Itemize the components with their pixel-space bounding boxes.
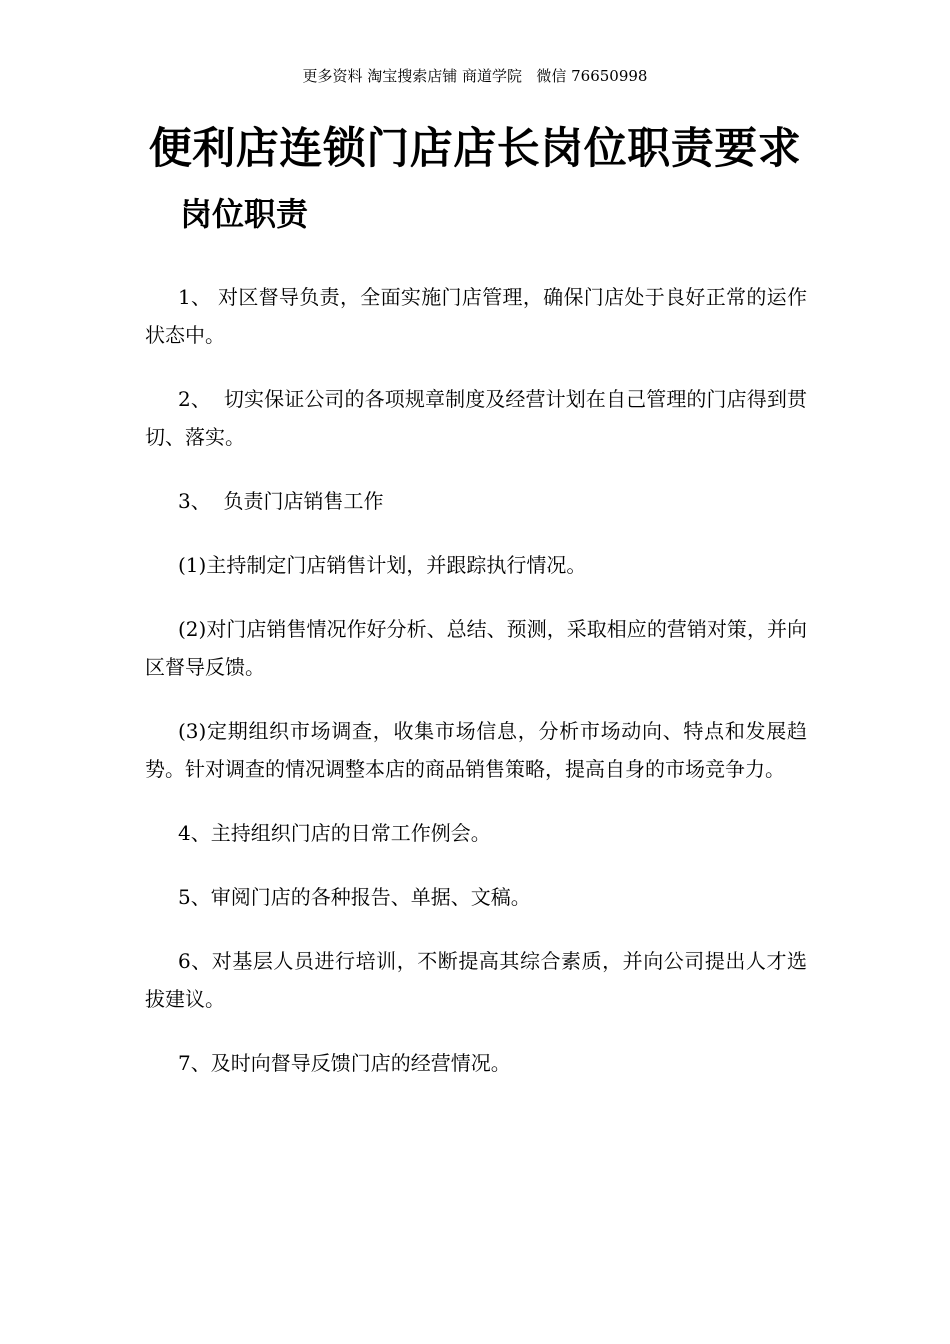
paragraph-5: 5、审阅门店的各种报告、单据、文稿。	[178, 885, 531, 909]
section-heading: 岗位职责	[180, 195, 309, 233]
header-note: 更多资料 淘宝搜索店铺 商道学院 微信 76650998	[302, 67, 648, 85]
paragraph-3-3: (3)定期组织市场调查，收集市场信息，分析市场动向、特点和发展趋势。针对调查的情况调整本店的商品销售策略，提高自身的市场竞争力。	[145, 719, 807, 781]
paragraph-4: 4、主持组织门店的日常工作例会。	[178, 821, 491, 845]
paragraph-7: 7、及时向督导反馈门店的经营情况。	[178, 1051, 511, 1075]
paragraph-3-1: (1)主持制定门店销售计划，并跟踪执行情况。	[178, 553, 587, 577]
document-title: 便利店连锁门店店长岗位职责要求	[148, 124, 802, 174]
paragraph-3-2: (2)对门店销售情况作好分析、总结、预测，采取相应的营销对策，并向区督导反馈。	[145, 617, 807, 679]
document-body	[145, 278, 807, 1108]
paragraph-2: 2、 切实保证公司的各项规章制度及经营计划在自己管理的门店得到贯切、落实。	[145, 387, 807, 449]
paragraph-1: 1、 对区督导负责，全面实施门店管理，确保门店处于良好正常的运作状态中。	[145, 285, 807, 347]
paragraph-3: 3、 负责门店销售工作	[178, 489, 384, 513]
paragraph-6: 6、对基层人员进行培训，不断提高其综合素质，并向公司提出人才选拔建议。	[145, 949, 807, 1011]
